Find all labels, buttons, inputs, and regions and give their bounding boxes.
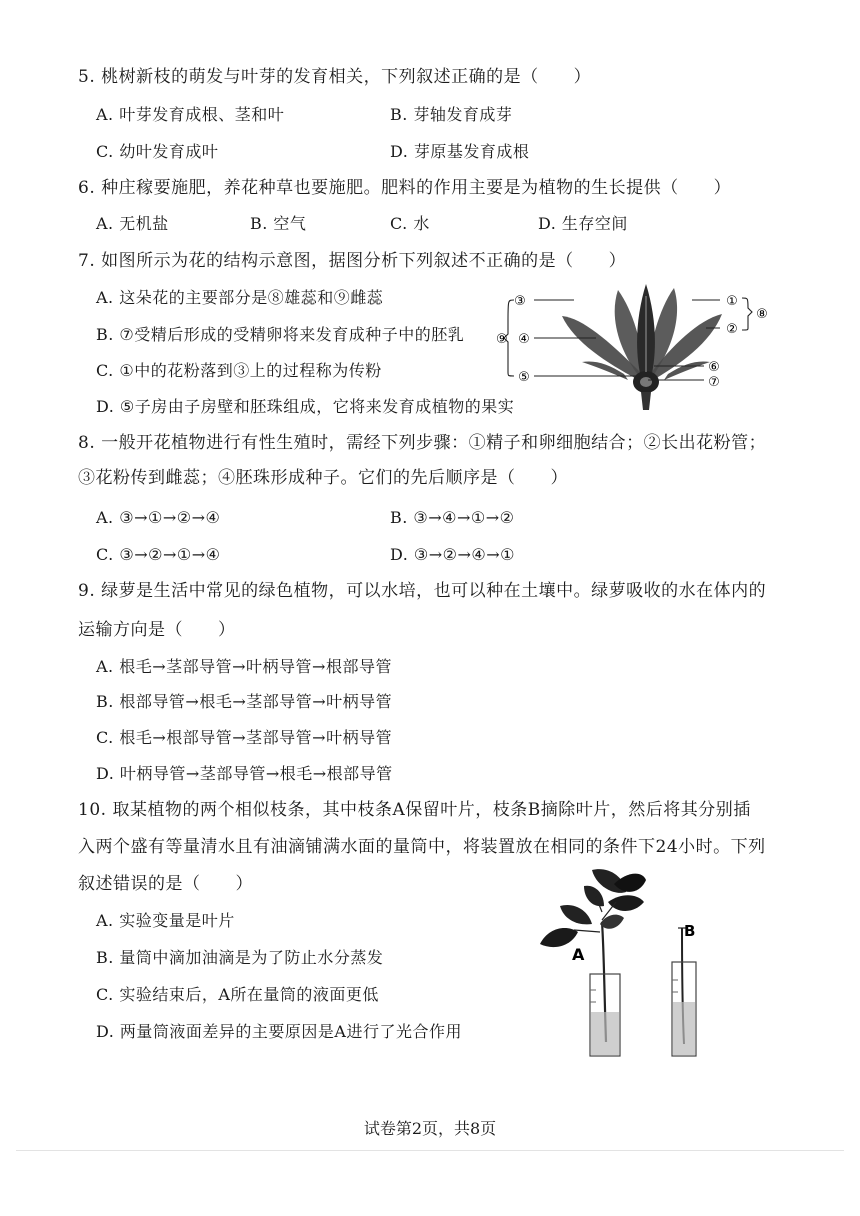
plant-cylinder-figure (530, 862, 720, 1062)
q10-option-c: C. 实验结束后，A所在量筒的液面更低 (96, 985, 379, 1004)
flower-structure-diagram (496, 276, 776, 416)
q5-option-d: D. 芽原基发育成根 (390, 142, 530, 161)
q9-stem-line2: 运输方向是（ ） (78, 620, 236, 640)
q5-option-b: B. 芽轴发育成芽 (390, 105, 513, 124)
label-6: ⑥ (708, 360, 720, 375)
q7-option-d: D. ⑤子房由子房壁和胚珠组成，它将来发育成植物的果实 (96, 397, 515, 416)
q6-option-d: D. 生存空间 (538, 214, 628, 233)
page-bottom-rule (16, 1150, 844, 1151)
cylinder-b (672, 962, 696, 1056)
label-a: A (572, 945, 585, 964)
q10-option-b: B. 量筒中滴加油滴是为了防止水分蒸发 (96, 948, 384, 967)
q8-option-d: D. ③→②→④→① (390, 545, 516, 564)
q5-option-c: C. 幼叶发育成叶 (96, 142, 219, 161)
q9-option-a: A. 根毛→茎部导管→叶柄导管→根部导管 (96, 657, 392, 676)
q6-option-c: C. 水 (390, 214, 430, 233)
label-4: ④ (518, 332, 530, 347)
q8-option-a: A. ③→①→②→④ (96, 508, 221, 527)
q10-stem-line2: 入两个盛有等量清水且有油滴铺满水面的量筒中，将装置放在相同的条件下24小时。下列 (78, 837, 766, 857)
q9-option-d: D. 叶柄导管→茎部导管→根毛→根部导管 (96, 764, 393, 783)
q8-option-b: B. ③→④→①→② (390, 508, 515, 527)
label-b: B (684, 922, 696, 940)
q10-stem-line1: 10. 取某植物的两个相似枝条，其中枝条A保留叶片，枝条B摘除叶片，然后将其分别插 (78, 800, 751, 820)
label-5: ⑤ (518, 370, 530, 385)
q6-option-b: B. 空气 (250, 214, 307, 233)
q8-stem-line1: 8. 一般开花植物进行有性生殖时，需经下列步骤：①精子和卵细胞结合；②长出花粉管； (78, 433, 767, 453)
q5-option-a: A. 叶芽发育成根、茎和叶 (96, 105, 285, 124)
q7-stem: 7. 如图所示为花的结构示意图，据图分析下列叙述不正确的是（ ） (78, 251, 627, 271)
q7-option-a: A. 这朵花的主要部分是⑧雄蕊和⑨雌蕊 (96, 288, 384, 307)
label-2: ② (726, 322, 738, 337)
q8-stem-line2: ③花粉传到雌蕊；④胚珠形成种子。它们的先后顺序是（ ） (78, 468, 568, 488)
flower-illustration (562, 284, 722, 410)
q5-stem: 5. 桃树新枝的萌发与叶芽的发育相关，下列叙述正确的是（ ） (78, 67, 592, 87)
q10-option-a: A. 实验变量是叶片 (96, 911, 235, 930)
q9-option-b: B. 根部导管→根毛→茎部导管→叶柄导管 (96, 692, 393, 711)
page-footer: 试卷第2页，共8页 (363, 1119, 497, 1138)
q6-stem: 6. 种庄稼要施肥，养花种草也要施肥。肥料的作用主要是为植物的生长提供（ ） (78, 178, 732, 198)
q9-stem-line1: 9. 绿萝是生活中常见的绿色植物，可以水培，也可以种在土壤中。绿萝吸收的水在体内的 (78, 581, 767, 601)
q9-option-c: C. 根毛→根部导管→茎部导管→叶柄导管 (96, 728, 393, 747)
q10-stem-line3: 叙述错误的是（ ） (78, 874, 253, 894)
label-7: ⑦ (708, 375, 720, 390)
q7-option-c: C. ①中的花粉落到③上的过程称为传粉 (96, 361, 382, 380)
q7-option-b: B. ⑦受精后形成的受精卵将来发育成种子中的胚乳 (96, 325, 465, 344)
label-1: ① (726, 294, 738, 309)
q10-option-d: D. 两量筒液面差异的主要原因是A进行了光合作用 (96, 1022, 462, 1041)
label-9: ⑨ (496, 332, 508, 347)
q8-option-c: C. ③→②→①→④ (96, 545, 221, 564)
label-3: ③ (514, 294, 526, 309)
label-8: ⑧ (756, 307, 768, 322)
q6-option-a: A. 无机盐 (96, 214, 169, 233)
